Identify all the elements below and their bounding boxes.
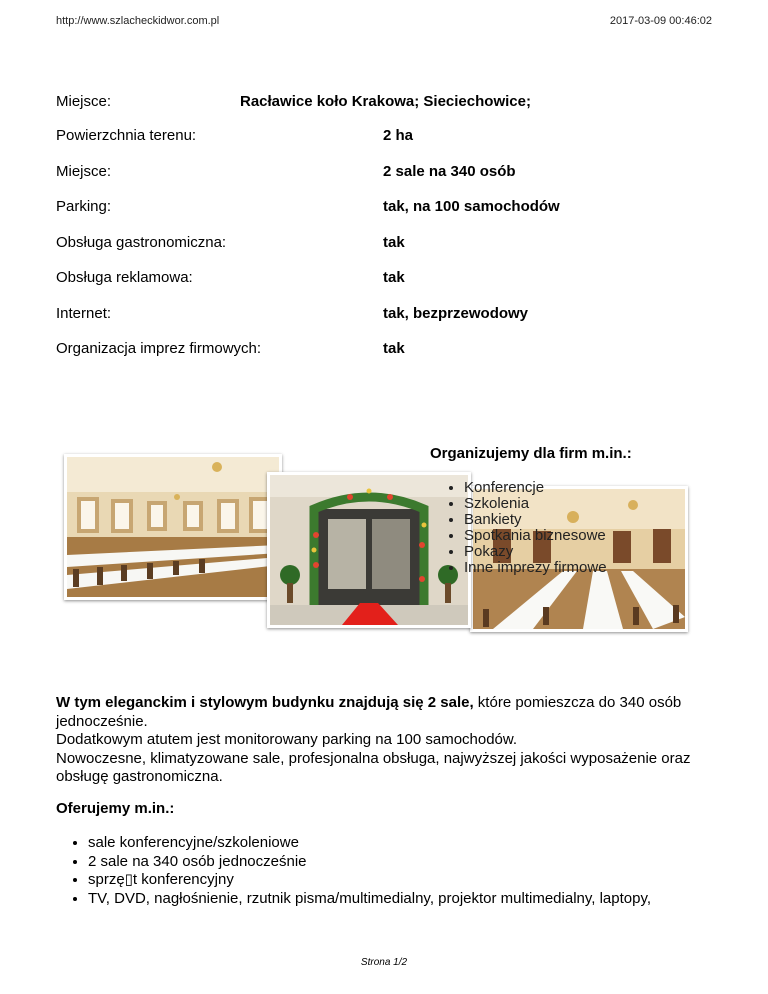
description	[56, 694, 716, 787]
detail-value-corporate-events: tak	[383, 340, 405, 357]
detail-value-area: 2 ha	[383, 127, 414, 144]
page-number: Strona 1/2	[360, 957, 408, 968]
list-item: • Bankiety	[464, 512, 607, 528]
detail-value-catering: tak	[383, 234, 405, 251]
detail-value-parking: tak, na 100 samochodów	[383, 198, 560, 215]
list-item: • Spotkania biznesowe	[464, 528, 607, 544]
list-item: • sprzę▯t konferencyjny	[88, 871, 651, 890]
list-item: • sale konferencyjne/szkoleniowe	[88, 834, 651, 853]
header-url: http://www.szlacheckidwor.com.pl	[56, 15, 220, 27]
detail-label-area: Powierzchnia terenu:	[56, 127, 197, 144]
description-bold-intro: W tym eleganckim i stylowym budynku znajdują się 2 sale,	[56, 694, 474, 711]
detail-label-corporate-events: Organizacja imprez firmowych:	[56, 340, 262, 357]
description-line3: Nowoczesne, klimatyzowane sale, profesjonalna obsługa, najwyższej jakości wyposażenie oraz obsługę gastronomiczna.	[56, 749, 691, 785]
location-label: Miejsce:	[56, 93, 112, 110]
detail-value-internet: tak, bezprzewodowy	[383, 305, 529, 322]
detail-value-advertising: tak	[383, 269, 405, 286]
detail-label-rooms: Miejsce:	[56, 163, 112, 180]
description-line2: Dodatkowym atutem jest monitorowany parking na 100 samochodów.	[56, 731, 518, 748]
organize-list	[448, 480, 607, 576]
list-item: • Pokazy	[464, 544, 607, 560]
list-item: • 2 sale na 340 osób jednocześnie	[88, 853, 651, 872]
location-value: Racławice koło Krakowa; Sieciechowice;	[240, 93, 531, 110]
list-item: • Konferencje	[464, 480, 607, 496]
header-datetime: 2017-03-09 00:46:02	[609, 15, 712, 27]
list-item: • Szkolenia	[464, 496, 607, 512]
photo-banquet-hall	[64, 454, 282, 600]
organize-title: Organizujemy dla firm m.in.:	[430, 445, 632, 462]
photo-entrance	[267, 472, 471, 628]
offer-title: Oferujemy m.in.:	[56, 800, 175, 817]
offer-list	[72, 834, 651, 908]
detail-label-internet: Internet:	[56, 305, 112, 322]
description-intro-rest: które pomieszcza do 340 osób jednocześnie.	[56, 694, 682, 730]
list-item: • TV, DVD, nagłośnienie, rzutnik pisma/multimedialny, projektor multimedialny, laptopy,	[88, 890, 651, 909]
detail-label-advertising: Obsługa reklamowa:	[56, 269, 193, 286]
detail-value-rooms: 2 sale na 340 osób	[383, 163, 516, 180]
list-item: • Inne imprezy firmowe	[464, 560, 607, 576]
detail-label-parking: Parking:	[56, 198, 112, 215]
detail-label-catering: Obsługa gastronomiczna:	[56, 234, 227, 251]
